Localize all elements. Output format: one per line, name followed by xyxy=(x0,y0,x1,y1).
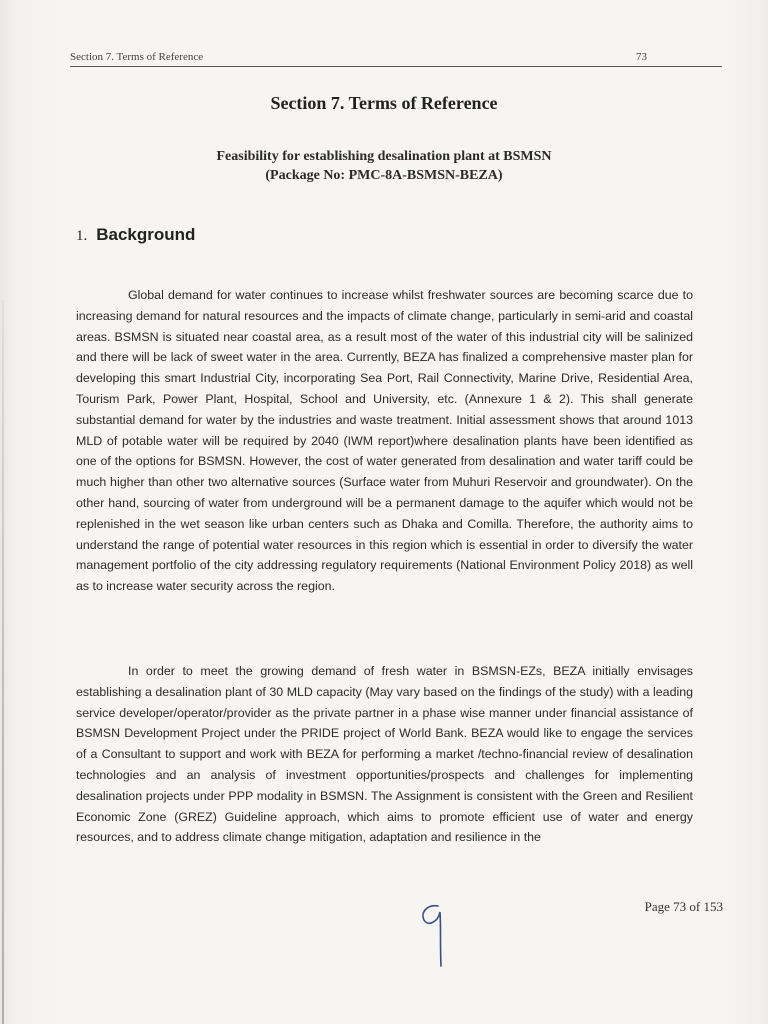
scan-edge-shadow xyxy=(2,300,4,1024)
page-title: Section 7. Terms of Reference xyxy=(270,93,498,113)
footer-page-label: Page 73 of 153 xyxy=(644,899,723,914)
subtitle-line-1: Feasibility for establishing desalination plant at BSMSN xyxy=(216,149,552,164)
section-heading-text: Background xyxy=(96,225,196,244)
paragraph-1: Global demand for water continues to increase whilst freshwater sources are becoming scarce due to increasing demand for natural resources and the impacts of climate change, particularly in semi-arid and coastal areas. BSMSN is situated near coastal area, as a result most of the water of this industrial city will be salinized and there will be lack of sweet water in the area. Currently, BEZA has finalized a comprehensive master plan for developing this smart Industrial City, incorporating Sea Port, Rail Connectivity, Marine Drive, Residential Area, Tourism Park, Power Plant, Hospital, School and University, etc. (Annexure 1 & 2). This shall generate substantial demand for water by the industries and waste treatment. Initial assessment shows that around 1013 MLD of potable water will be required by 2040 (IWM report)where desalination plants have been identified as one of the options for BSMSN. However, the cost of water generated from desalination and water tariff could be much higher than other two alternative sources (Surface water from Muhuri Reservoir and groundwater). On the other hand, sourcing of water from underground will be a permanent damage to the aquifer which would not be replenished in the wet season like urban centers such as Dhaka and Comilla. Therefore, the authority aims to understand the range of potential water resources in this region which is essential in order to diversify the water management portfolio of the city addressing regulatory requirements (National Environment Policy 2018) as well as to increase water security across the region. xyxy=(76,288,693,594)
paragraph-2: In order to meet the growing demand of fresh water in BSMSN-EZs, BEZA initially envisages establishing a desalination plant of 30 MLD capacity (May vary based on the findings of the study) with a leading service developer/operator/provider as the private partner in a phase wise manner under financial assistance of BSMSN Development Project under the PRIDE project of World Bank. BEZA would like to engage the services of a Consultant to support and work with BEZA for performing a market /techno-financial review of desalination technologies and an analysis of investment opportunities/prospects and challenges for implementing desalination projects under PPP modality in BSMSN. The Assignment is consistent with the Green and Resilient Economic Zone (GREZ) Guideline approach, which aims to promote efficient use of water and energy resources, and to address climate change mitigation, adaptation and resilience in the xyxy=(76,664,693,845)
header-page-number: 73 xyxy=(636,51,647,63)
section-heading xyxy=(76,225,195,245)
header-section-label: Section 7. Terms of Reference xyxy=(70,51,204,63)
subtitle-line-2: (Package No: PMC-8A-BSMSN-BEZA) xyxy=(265,168,503,183)
running-header xyxy=(70,50,722,67)
section-heading-number: 1. xyxy=(76,228,88,244)
handwritten-initial xyxy=(416,900,452,972)
